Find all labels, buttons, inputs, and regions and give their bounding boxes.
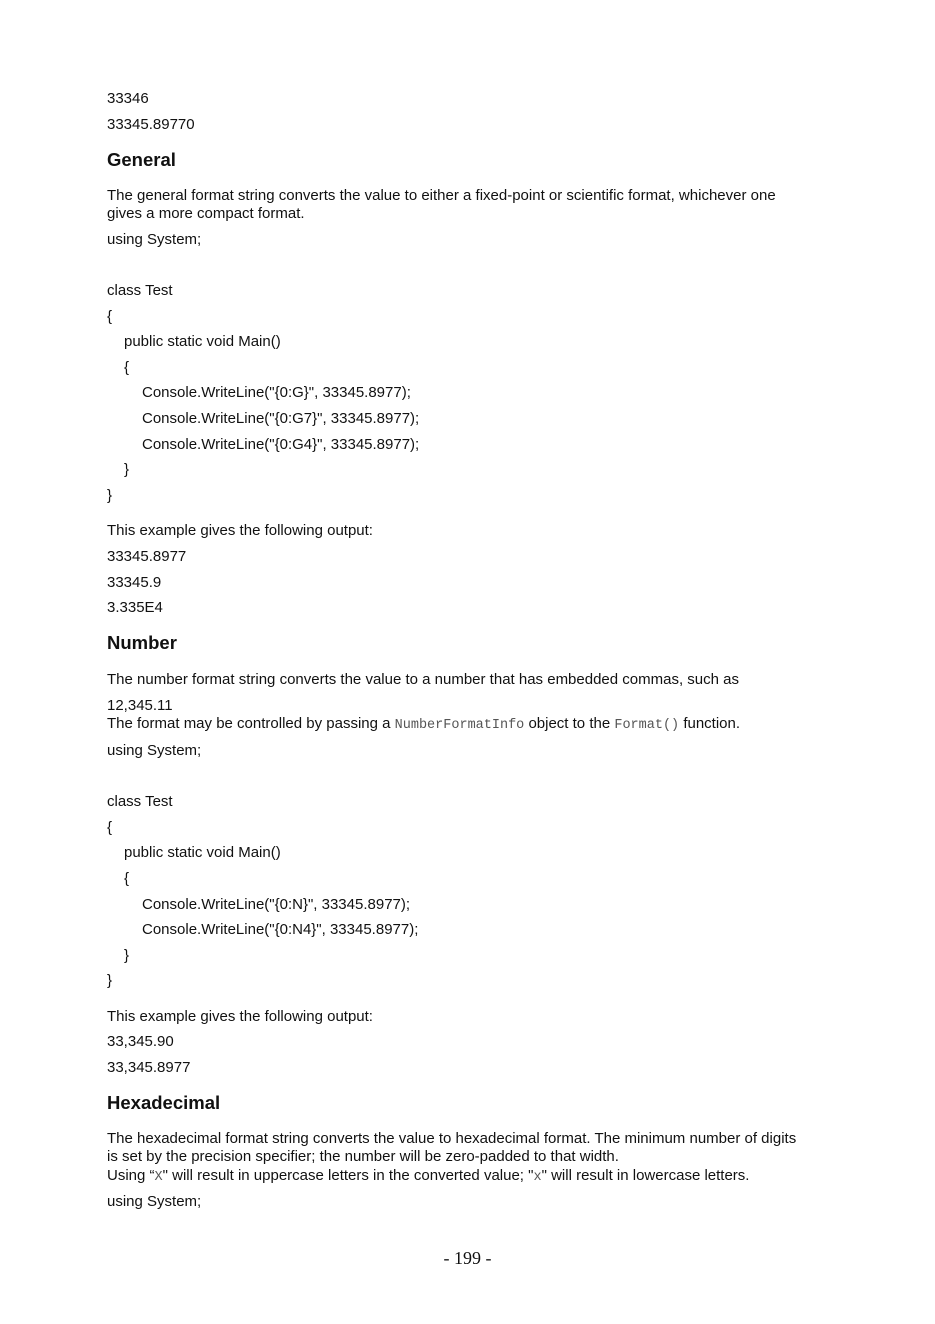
- section-heading-hexadecimal: Hexadecimal: [107, 1092, 221, 1113]
- code-line: public static void Main(): [124, 333, 281, 350]
- code-line: Console.WriteLine("{0:G}", 33345.8977);: [142, 384, 411, 401]
- inline-code: X: [154, 1170, 163, 1185]
- hexadecimal-description-line: The hexadecimal format string converts the value to hexadecimal format. The minimum number of digits: [107, 1130, 797, 1147]
- output-intro: This example gives the following output:: [107, 1008, 373, 1025]
- number-description-line: The number format string converts the value to a number that has embedded commas, such as: [107, 671, 739, 688]
- output-line: 33345.89770: [107, 116, 195, 133]
- general-description-line: gives a more compact format.: [107, 205, 305, 222]
- section-heading-number: Number: [107, 632, 177, 653]
- code-line: class Test: [107, 793, 173, 810]
- description-text: " will result in lowercase letters.: [541, 1167, 750, 1184]
- description-text: object to the: [524, 715, 615, 732]
- code-line: {: [124, 359, 130, 376]
- description-text: " will result in uppercase letters in the converted value; ": [162, 1167, 534, 1184]
- code-line: {: [107, 819, 113, 836]
- output-line: 33,345.8977: [107, 1059, 191, 1076]
- description-text: The format may be controlled by passing a: [107, 715, 395, 732]
- output-line: 3.335E4: [107, 599, 163, 616]
- code-line: {: [124, 870, 130, 887]
- code-line: Console.WriteLine("{0:N}", 33345.8977);: [142, 896, 411, 913]
- general-description-line: The general format string converts the value to either a fixed-point or scientific format, whichever one: [107, 187, 776, 204]
- inline-code: Format(): [614, 718, 680, 733]
- number-description-line: 12,345.11: [107, 697, 173, 714]
- description-text: Using “: [107, 1167, 155, 1184]
- output-line: 33346: [107, 90, 149, 107]
- output-line: 33345.8977: [107, 548, 187, 565]
- code-line: }: [124, 947, 130, 964]
- hexadecimal-description-line: [107, 1167, 749, 1187]
- code-line: Console.WriteLine("{0:G4}", 33345.8977);: [142, 436, 420, 453]
- code-line: }: [107, 487, 113, 504]
- output-intro: This example gives the following output:: [107, 522, 373, 539]
- number-description-line: [107, 715, 740, 735]
- code-line: class Test: [107, 282, 173, 299]
- inline-code: x: [533, 1170, 542, 1185]
- code-line: Console.WriteLine("{0:N4}", 33345.8977);: [142, 921, 419, 938]
- code-line: public static void Main(): [124, 844, 281, 861]
- code-line: }: [124, 461, 130, 478]
- code-line: {: [107, 308, 113, 325]
- code-line: using System;: [107, 742, 202, 759]
- code-line: Console.WriteLine("{0:G7}", 33345.8977);: [142, 410, 420, 427]
- code-line: using System;: [107, 231, 202, 248]
- inline-code: NumberFormatInfo: [394, 718, 525, 733]
- section-heading-general: General: [107, 149, 176, 170]
- description-text: function.: [679, 715, 741, 732]
- page-number: - 199 -: [443, 1248, 492, 1268]
- code-line: }: [107, 972, 113, 989]
- code-line: using System;: [107, 1193, 202, 1210]
- hexadecimal-description-line: is set by the precision specifier; the number will be zero-padded to that width.: [107, 1148, 619, 1165]
- output-line: 33,345.90: [107, 1033, 174, 1050]
- output-line: 33345.9: [107, 574, 162, 591]
